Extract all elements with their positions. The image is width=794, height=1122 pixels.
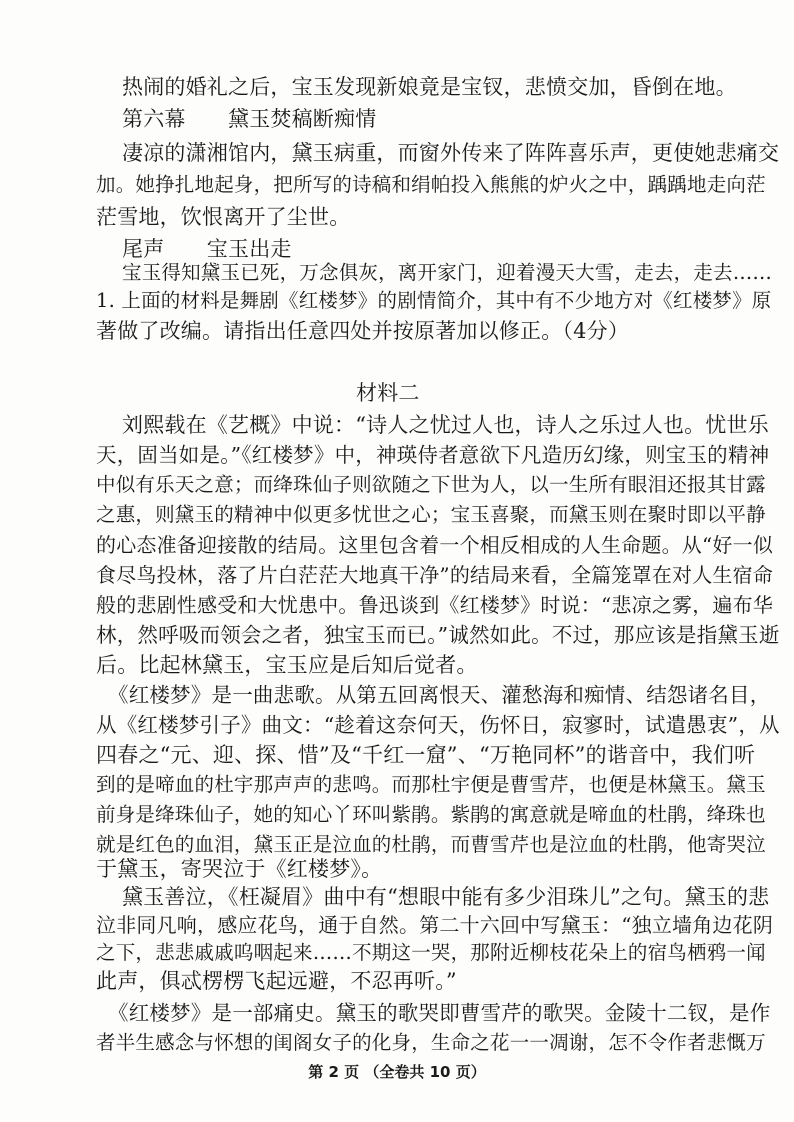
paragraph-line: 之惠，则黛玉的精神中似更多忧世之心；宝玉喜聚，而黛玉则在聚时即以平静 (96, 503, 766, 526)
paragraph-line: 前身是绛珠仙子，她的知心丫环叫紫鹃。紫鹃的寓意就是啼血的杜鹃，绛珠也 (96, 803, 766, 826)
paragraph-line: 后。比起林黛玉，宝玉应是后知后觉者。 (96, 653, 478, 677)
epilogue-text-line: 宝玉得知黛玉已死，万念俱灰，离开家门，迎着漫天大雪，走去，走去…… (122, 261, 773, 284)
paragraph-line: 之下，悲悲戚戚呜咽起来……不期这一哭，那附近柳枝花朵上的宿鸟栖鸦一闻 (96, 941, 766, 964)
question-line: 1. 上面的材料是舞剧《红楼梦》的剧情简介，其中有不少地方对《红楼梦》原 (96, 289, 772, 312)
paragraph-line: 就是红色的血泪，黛玉正是泣血的杜鹃，而曹雪芹也是泣血的杜鹃，他寄哭泣 (96, 833, 766, 856)
paragraph-line: 四春之“元、迎、探、惜”及“千红一窟”、“万艳同杯”的谐音中，我们听 (96, 743, 756, 767)
paragraph-line: 《红楼梦》是一部痛史。黛玉的歌哭即曹雪芹的歌哭。金陵十二钗，是作 (108, 1001, 771, 1025)
paragraph-line: 中似有乐天之意；而绛珠仙子则欲随之下世为人，以一生所有眼泪还报其甘露 (96, 473, 766, 496)
material-title: 材料二 (356, 381, 420, 405)
paragraph-line: 的心态准备迎接散的结局。这里包含着一个相反相成的人生命题。从“好一似 (96, 533, 774, 557)
paragraph-line: 到的是啼血的杜宇那声声的悲鸣。而那杜宇便是曹雪芹，也便是林黛玉。黛玉 (96, 773, 766, 796)
paragraph-line: 者半生感念与怀想的闺阁女子的化身，生命之花一一凋谢，怎不令作者悲慨万 (96, 1031, 766, 1054)
act6-text-line: 茫雪地，饮恨离开了尘世。 (96, 205, 351, 229)
synopsis-line: 热闹的婚礼之后，宝玉发现新娘竟是宝钗，悲愤交加，昏倒在地。 (122, 75, 737, 99)
paragraph-line: 于黛玉，寄哭泣于《红楼梦》。 (96, 857, 383, 881)
epilogue-title: 尾声 宝玉出走 (122, 237, 292, 261)
paragraph-line: 食尽鸟投林，落了片白茫茫大地真干净”的结局来看，全篇笼罩在对人生宿命 (96, 563, 774, 587)
paragraph-line: 林，然呼吸而领会之者，独宝玉而已。”诚然如此。不过，那应该是指黛玉逝 (96, 623, 780, 647)
paragraph-line: 从《红楼梦引子》曲文：“趁着这奈何天，伤怀日，寂寥时，试遣愚衷”，从 (96, 713, 780, 737)
act6-text-line: 凄凉的潇湘馆内，黛玉病重，而窗外传来了阵阵喜乐声，更使她悲痛交 (122, 141, 780, 165)
paragraph-line: 天，固当如是。”《红楼梦》中，神瑛侍者意欲下凡造历幻缘，则宝玉的精神 (96, 443, 770, 467)
paragraph-line: 刘熙载在《艺概》中说：“诗人之忧过人也，诗人之乐过人也。忧世乐 (122, 413, 769, 437)
act6-text-line: 加。她挣扎地起身，把所写的诗稿和绢帕投入熊熊的炉火之中，踽踽地走向茫 (96, 173, 766, 196)
paragraph-line: 泣非同凡响，感应花鸟，通于自然。第二十六回中写黛玉：“独立墙角边花阴 (96, 913, 774, 937)
paragraph-line: 般的悲剧性感受和大忧患中。鲁迅谈到《红楼梦》时说：“悲凉之雾，遍布华 (96, 593, 774, 617)
question-line: 著做了改编。请指出任意四处并按原著加以修正。（4分） (96, 319, 630, 343)
paragraph-line: 此声，俱忒楞楞飞起远避，不忍再听。” (96, 969, 457, 993)
paragraph-line: 黛玉善泣，《枉凝眉》曲中有“想眼中能有多少泪珠儿”之句。黛玉的悲 (122, 885, 770, 909)
page-footer: 第 2 页 （全卷共 10 页） (308, 1063, 486, 1081)
paragraph-line: 《红楼梦》是一曲悲歌。从第五回离恨天、灌愁海和痴情、结怨诸名目， (108, 683, 771, 707)
act6-title: 第六幕 黛玉焚稿断痴情 (122, 107, 377, 131)
